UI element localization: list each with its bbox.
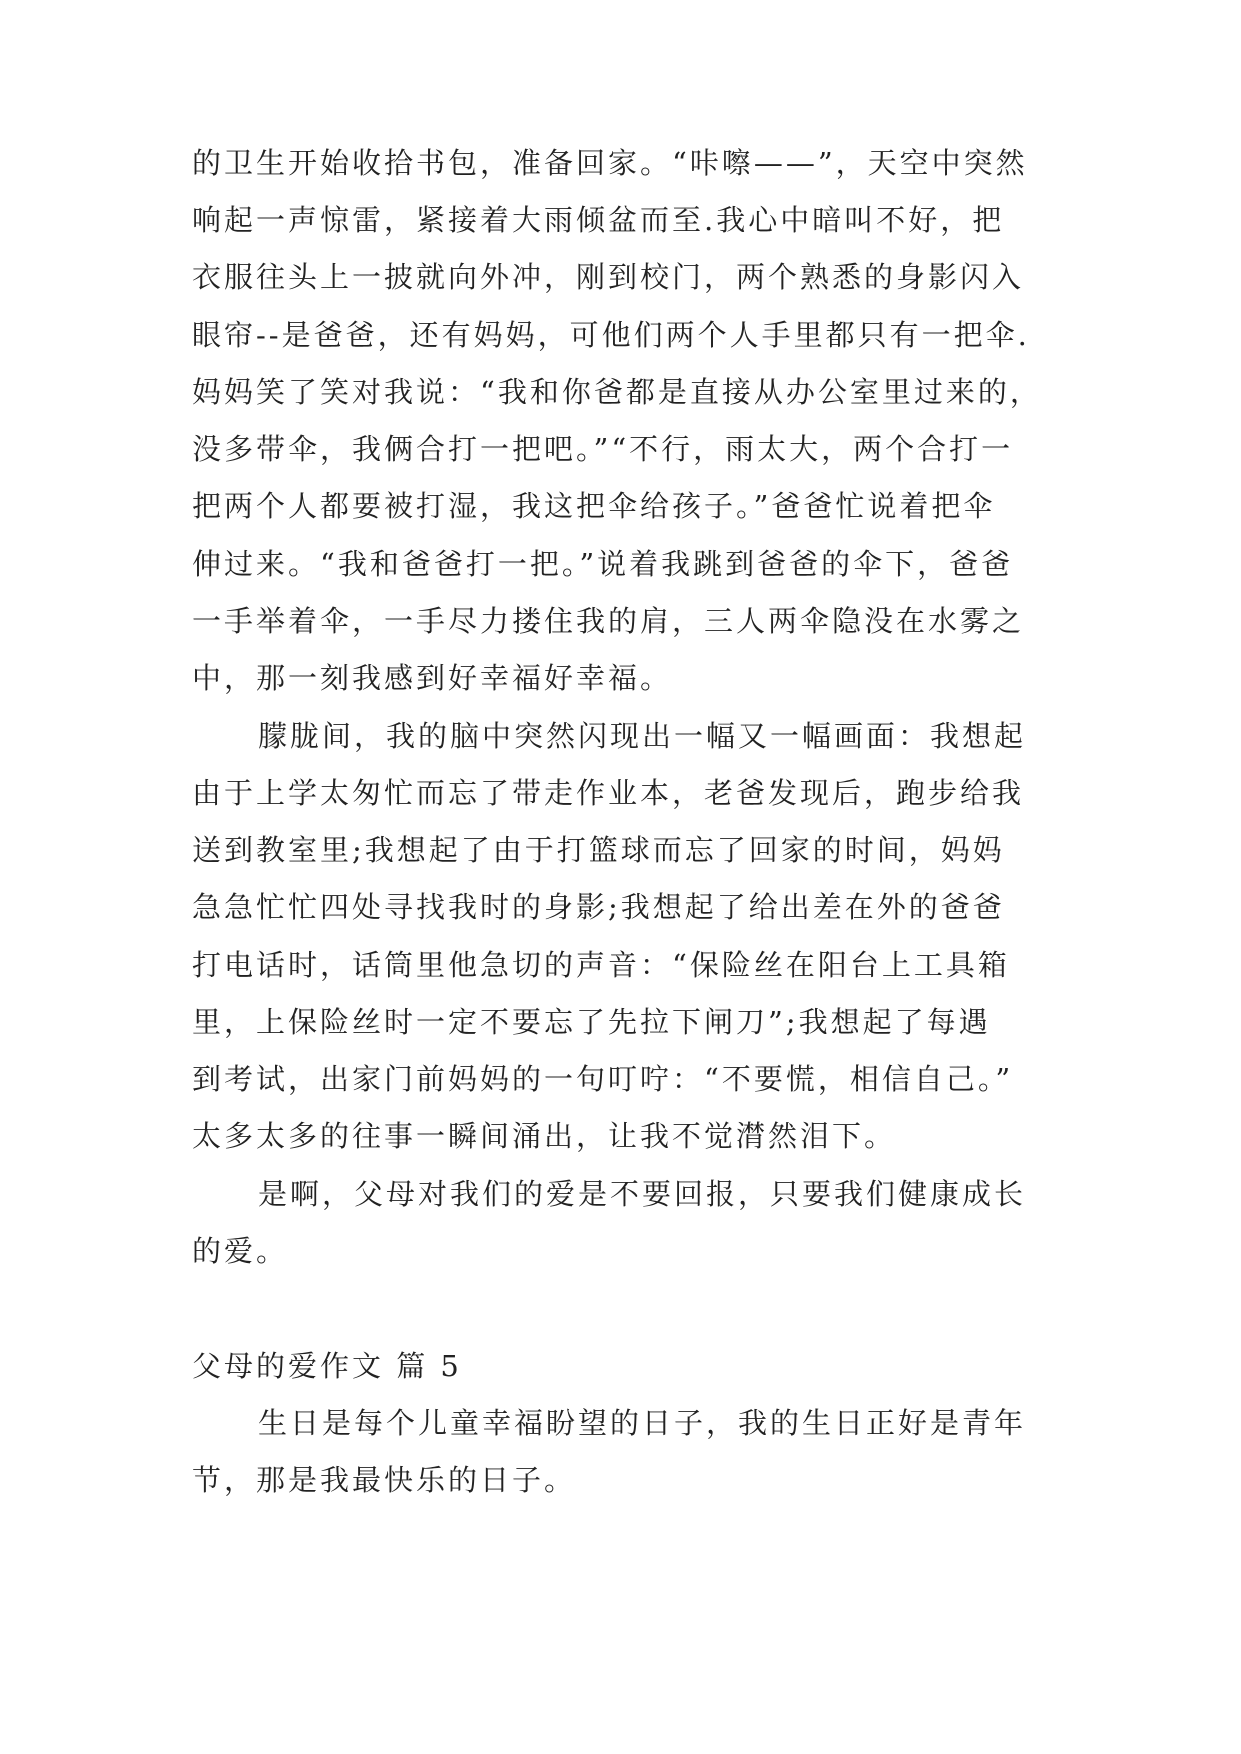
- paragraph-line: 朦胧间，我的脑中突然闪现出一幅又一幅画面：我想起: [258, 719, 1027, 753]
- paragraph-line: 的卫生开始收拾书包，准备回家。“咔嚓——”，天空中突然: [192, 146, 1028, 180]
- paragraph-line: 到考试，出家门前妈妈的一句叮咛：“不要慌，相信自己。”: [192, 1062, 1014, 1096]
- paragraph-line: 节，那是我最快乐的日子。: [192, 1463, 577, 1497]
- paragraph-line: 由于上学太匆忙而忘了带走作业本，老爸发现后，跑步给我: [192, 776, 1025, 810]
- paragraph-line: 中，那一刻我感到好幸福好幸福。: [192, 661, 673, 695]
- paragraph-line: 太多太多的往事一瞬间涌出，让我不觉潸然泪下。: [192, 1119, 897, 1153]
- paragraph-line: 送到教室里;我想起了由于打篮球而忘了回家的时间，妈妈: [192, 833, 1005, 867]
- paragraph-line: 急急忙忙四处寻找我时的身影;我想起了给出差在外的爸爸: [192, 890, 1005, 924]
- section-heading: 父母的爱作文 篇 5: [192, 1349, 462, 1383]
- paragraph-line: 响起一声惊雷，紧接着大雨倾盆而至.我心中暗叫不好，把: [192, 203, 1005, 237]
- paragraph-line: 里，上保险丝时一定不要忘了先拉下闸刀”;我想起了每遇: [192, 1005, 991, 1039]
- paragraph-line: 把两个人都要被打湿，我这把伞给孩子。”爸爸忙说着把伞: [192, 489, 996, 523]
- paragraph-line: 衣服往头上一披就向外冲，刚到校门，两个熟悉的身影闪入: [192, 260, 1025, 294]
- paragraph-line: 生日是每个儿童幸福盼望的日子，我的生日正好是青年: [258, 1406, 1027, 1440]
- paragraph-line: 没多带伞，我俩合打一把吧。”“不行，雨太大，两个合打一: [192, 432, 1014, 466]
- paragraph-line: 眼帘--是爸爸，还有妈妈，可他们两个人手里都只有一把伞.: [192, 318, 1030, 352]
- paragraph-line: 是啊，父母对我们的爱是不要回报，只要我们健康成长: [258, 1177, 1027, 1211]
- paragraph-line: 一手举着伞，一手尽力搂住我的肩，三人两伞隐没在水雾之: [192, 604, 1025, 638]
- paragraph-line: 妈妈笑了笑对我说：“我和你爸都是直接从办公室里过来的，: [192, 375, 1042, 409]
- paragraph-line: 伸过来。“我和爸爸打一把。”说着我跳到爸爸的伞下，爸爸: [192, 547, 1014, 581]
- paragraph-line: 打电话时，话筒里他急切的声音：“保险丝在阳台上工具箱: [192, 948, 1010, 982]
- paragraph-line: 的爱。: [192, 1234, 289, 1268]
